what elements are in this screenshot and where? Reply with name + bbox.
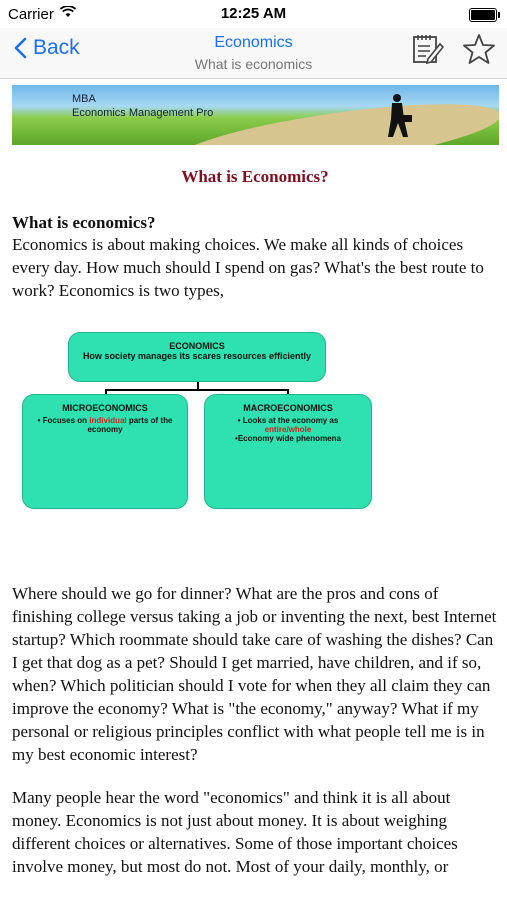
economics-box-desc: How society manages its scares resources efficiently <box>82 351 312 361</box>
economics-diagram <box>12 332 498 582</box>
article-heading: What is Economics? <box>181 167 329 186</box>
economics-box <box>68 332 326 382</box>
clock: 12:25 AM <box>220 5 287 22</box>
battery-icon <box>469 8 497 22</box>
macro-text-pre: • Looks at the economy as <box>237 416 339 425</box>
star-icon[interactable] <box>462 32 496 66</box>
article-subheading: What is economics? <box>12 213 156 232</box>
macro-highlight: entire/whole <box>264 425 312 434</box>
economics-box-title: ECONOMICS <box>169 341 225 351</box>
macro-text-post: •Economy wide phenomena <box>235 434 341 443</box>
carrier-label: Carrier <box>8 6 54 23</box>
nav-title: Economics <box>214 34 293 51</box>
intro-paragraph: Economics is about making choices. We make all kinds of choices every day. How much should I spend on gas? What's the best route to work? Economics is two types, <box>12 235 484 300</box>
nav-subtitle: What is economics <box>194 56 313 72</box>
micro-text-pre: • Focuses on <box>37 416 90 425</box>
macro-title: MACROECONOMICS <box>243 403 333 413</box>
businessman-silhouette-icon <box>380 93 414 141</box>
body-paragraph-2: Where should we go for dinner? What are the pros and cons of finishing college versus taking a job or inventing the next, best Internet startup? Which roommate should take care of washing the dishes? Can I get that dog as a pet? Should I get married, have children, and if so, when? Which politician should I vote for when they all claim they can improve the economy? What is "the economy," anyway? What if my personal or religious principles conflict with what people tell me is in my best economic interest? <box>12 584 497 764</box>
banner-line1: MBA <box>72 93 96 105</box>
navigation-bar <box>0 28 507 79</box>
body-paragraph-3: Many people hear the word "economics" and think it is all about money. Economics is not just about money. It is about weighing different choices or alternatives. Some of those important choices involve money, but most do not. Most of your daily, monthly, or <box>12 788 458 876</box>
article <box>12 159 498 878</box>
micro-title: MICROECONOMICS <box>62 403 148 413</box>
status-bar <box>0 0 507 28</box>
content-scroll[interactable] <box>0 79 507 900</box>
microeconomics-box <box>22 394 188 509</box>
micro-highlight: individual <box>89 416 127 425</box>
edit-note-icon[interactable] <box>410 32 444 66</box>
back-label: Back <box>33 36 80 59</box>
banner-line2: Economics Management Pro <box>72 107 214 119</box>
micro-text-post: parts of the economy <box>87 416 173 434</box>
header-banner <box>12 85 499 145</box>
macroeconomics-box <box>204 394 372 509</box>
